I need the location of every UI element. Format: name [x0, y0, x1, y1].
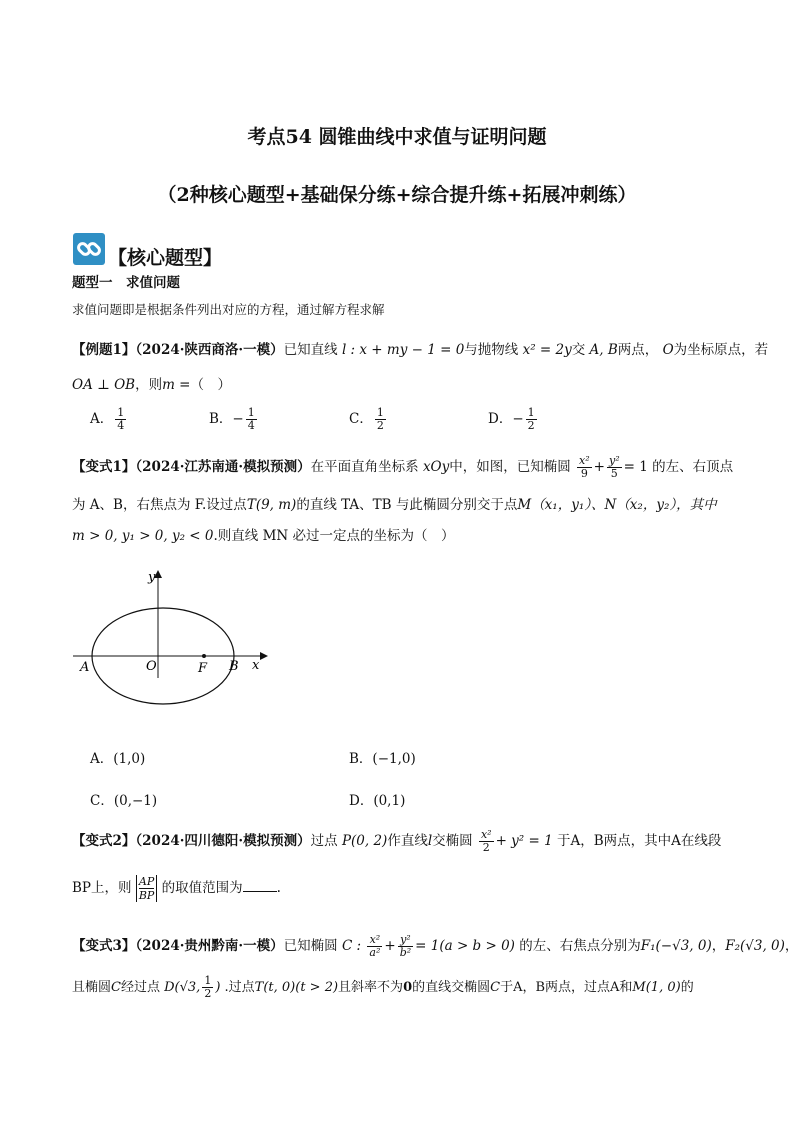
answer-blank[interactable] — [243, 891, 277, 892]
point-label-f: F — [198, 661, 208, 676]
variant-3-line-1: 【变式3】（2024·贵州黔南·一模）已知椭圆 C : $\frac{\text{x²}}{\text{a²}}$ + $\frac{\text{y²}}{\text{b²}}$ = 1(a > b > 0) 的左、右焦点分别为F₁(−√3, 0)，F₂(√3, 0)， — [72, 933, 798, 959]
example-1-line-2: OA ⊥ OB，则m =（ ） — [72, 377, 231, 393]
variant-2-line-1: 【变式2】（2024·四川德阳·模拟预测）过点 P(0, 2)作直线l交椭圆 $\frac{\text{x²}}{2}$ + y² = 1 于A，B两点，其中A在线段 — [72, 828, 722, 854]
variant-1-line-2: 为 A、B，右焦点为 F.设过点T(9, m)的直线 TA、TB 与此椭圆分别交于点M（x₁，y₁）、N（x₂，y₂），其中 — [72, 497, 717, 513]
question-type-description: 求值问题即是根据条件列出对应的方程，通过解方程求解 — [72, 302, 385, 317]
page-title: 考点54 圆锥曲线中求值与证明问题 — [247, 126, 547, 148]
question-type-label: 题型一 求值问题 — [72, 275, 180, 291]
variant-2-line-2: BP上，则 $\frac{AP}{BP}$ 的取值范围为 . — [72, 875, 281, 902]
link-icon — [73, 233, 105, 265]
variant-1-option-a[interactable]: A．(1,0) — [90, 751, 146, 767]
variant-1-line-3: m > 0, y₁ > 0, y₂ < 0.则直线 MN 必过一定点的坐标为（ ） — [72, 528, 455, 544]
variant-1-option-c[interactable]: C．(0,−1) — [90, 793, 158, 809]
ratio-ap-bp: $\frac{AP}{BP}$ — [136, 875, 158, 902]
example-1-line-1: 【例题1】（2024·陕西商洛·一模）已知直线 l : x + my − 1 = 0与抛物线 x² = 2y交 A, B两点， O为坐标原点，若 — [72, 342, 769, 358]
point-label-a: A — [80, 660, 90, 675]
example-1-option-a[interactable]: A． $\frac{1}{4}$ — [90, 406, 125, 432]
x-axis-label: x — [252, 658, 260, 673]
point-label-o: O — [146, 659, 157, 674]
variant-3-line-2: 且椭圆C经过点 D(√3, $\frac{1}{2}$ ) .过点T(t, 0)(t > 2)且斜率不为0的直线交椭圆C于A，B两点，过点A和M(1, 0)的 — [72, 974, 694, 1000]
focus-point — [202, 654, 206, 658]
page-subtitle: （2种核心题型+基础保分练+综合提升练+拓展冲刺练） — [157, 184, 637, 206]
y-axis-label: y — [148, 570, 156, 585]
ellipse-figure — [68, 566, 268, 681]
point-label-b: B — [229, 659, 239, 674]
section-heading: 【核心题型】 — [108, 247, 223, 269]
variant-1-option-d[interactable]: D．(0,1) — [349, 793, 406, 809]
example-1-option-c[interactable]: C． $\frac{1}{2}$ — [349, 406, 384, 432]
variant-1-line-1: 【变式1】（2024·江苏南通·模拟预测）在平面直角坐标系 xOy中，如图，已知椭圆 $\frac{\text{x²}}{9}$ + $\frac{\text{y²}}{5}$ = 1 的左、右顶点 — [72, 454, 734, 480]
variant-1-option-b[interactable]: B．(−1,0) — [349, 751, 416, 767]
example-1-option-b[interactable]: B．− $\frac{1}{4}$ — [209, 406, 255, 432]
x-axis-arrow — [260, 652, 268, 660]
example-1-option-d[interactable]: D．− $\frac{1}{2}$ — [488, 406, 535, 432]
